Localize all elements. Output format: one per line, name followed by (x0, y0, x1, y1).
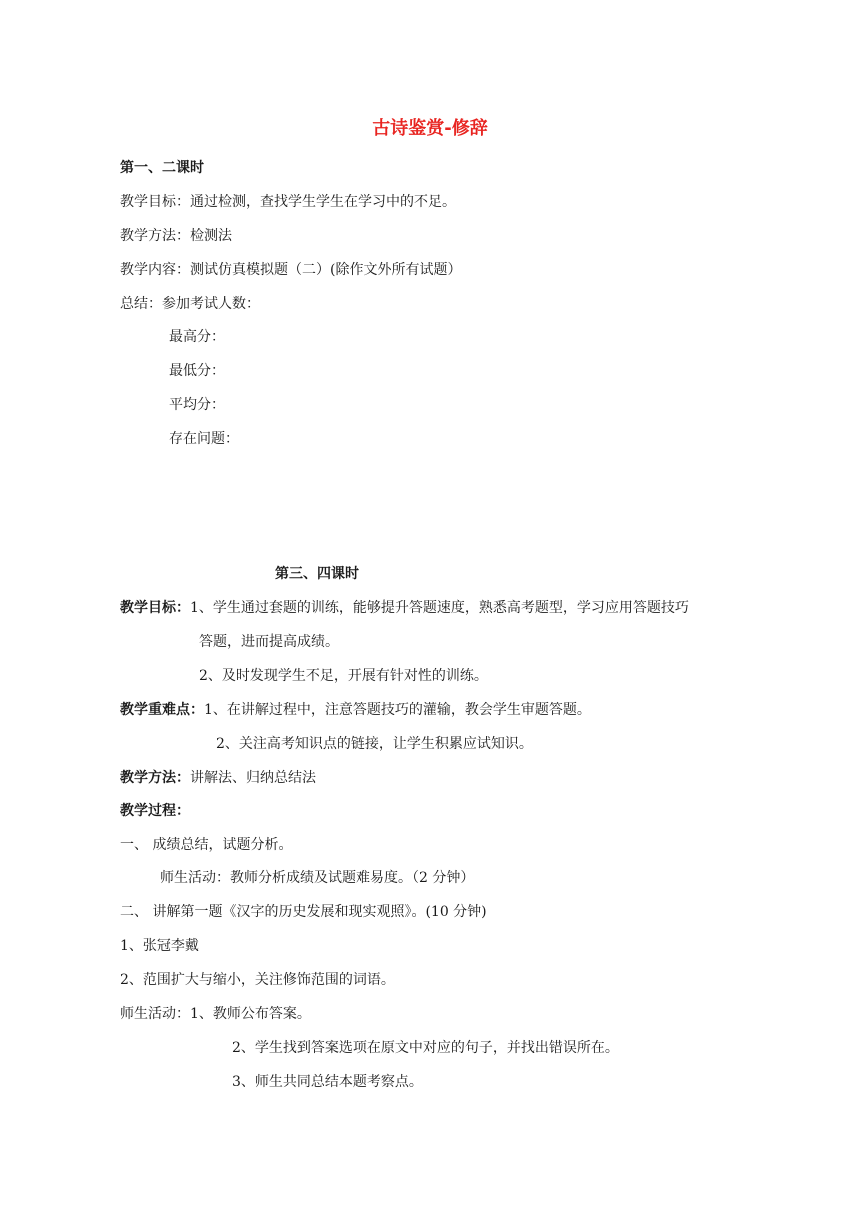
section2-point1: 1、张冠李戴 (120, 938, 199, 954)
section2-step1-activity: 师生活动：教师分析成绩及试题难易度。（2 分钟） (160, 870, 475, 886)
section2-method-line (120, 768, 316, 788)
section1-goal: 教学目标：通过检测，查找学生学生在学习中的不足。 (120, 194, 456, 210)
section2-goal-line1 (120, 598, 689, 618)
section2-activity-2: 2、学生找到答案选项在原文中对应的句子，并找出错误所在。 (232, 1040, 619, 1056)
section2-step2: 二、 讲解第一题《汉字的历史发展和现实观照》。(10 分钟) (120, 904, 487, 920)
section2-process-label: 教学过程： (120, 803, 190, 819)
section2-goal-1a: 1、学生通过套题的训练，能够提升答题速度，熟悉高考题型，学习应用答题技巧 (190, 600, 689, 616)
section2-activity-3: 3、师生共同总结本题考察点。 (232, 1074, 423, 1090)
section1-problems: 存在问题： (169, 431, 239, 447)
section2-goal-1b: 答题，进而提高成绩。 (199, 634, 339, 650)
section2-method-text: 讲解法、归纳总结法 (190, 770, 316, 786)
section2-key-2: 2、关注高考知识点的链接，让学生积累应试知识。 (216, 736, 533, 752)
section2-heading: 第三、四课时 (275, 566, 359, 582)
section2-key-line1 (120, 700, 591, 720)
section2-key-1: 1、在讲解过程中，注意答题技巧的灌输，教会学生审题答题。 (204, 702, 591, 718)
section1-method: 教学方法：检测法 (120, 228, 232, 244)
section1-heading: 第一、二课时 (120, 160, 204, 176)
section2-point2: 2、范围扩大与缩小，关注修饰范围的词语。 (120, 972, 395, 988)
section1-average: 平均分： (169, 397, 225, 413)
section1-summary: 总结：参加考试人数： (120, 296, 260, 312)
section1-content: 教学内容：测试仿真模拟题（二）(除作文外所有试题） (120, 262, 462, 278)
section1-lowest: 最低分： (169, 363, 225, 379)
section2-step1: 一、 成绩总结，试题分析。 (120, 837, 293, 853)
section2-activity-label: 师生活动：1、教师公布答案。 (120, 1006, 311, 1022)
document-title: 古诗鉴赏-修辞 (372, 118, 488, 139)
section2-goal-2: 2、及时发现学生不足，开展有针对性的训练。 (199, 668, 488, 684)
section2-method-label: 教学方法： (120, 770, 190, 786)
section2-key-label: 教学重难点： (120, 702, 204, 718)
section1-highest: 最高分： (169, 329, 225, 345)
section2-goal-label: 教学目标： (120, 600, 190, 616)
